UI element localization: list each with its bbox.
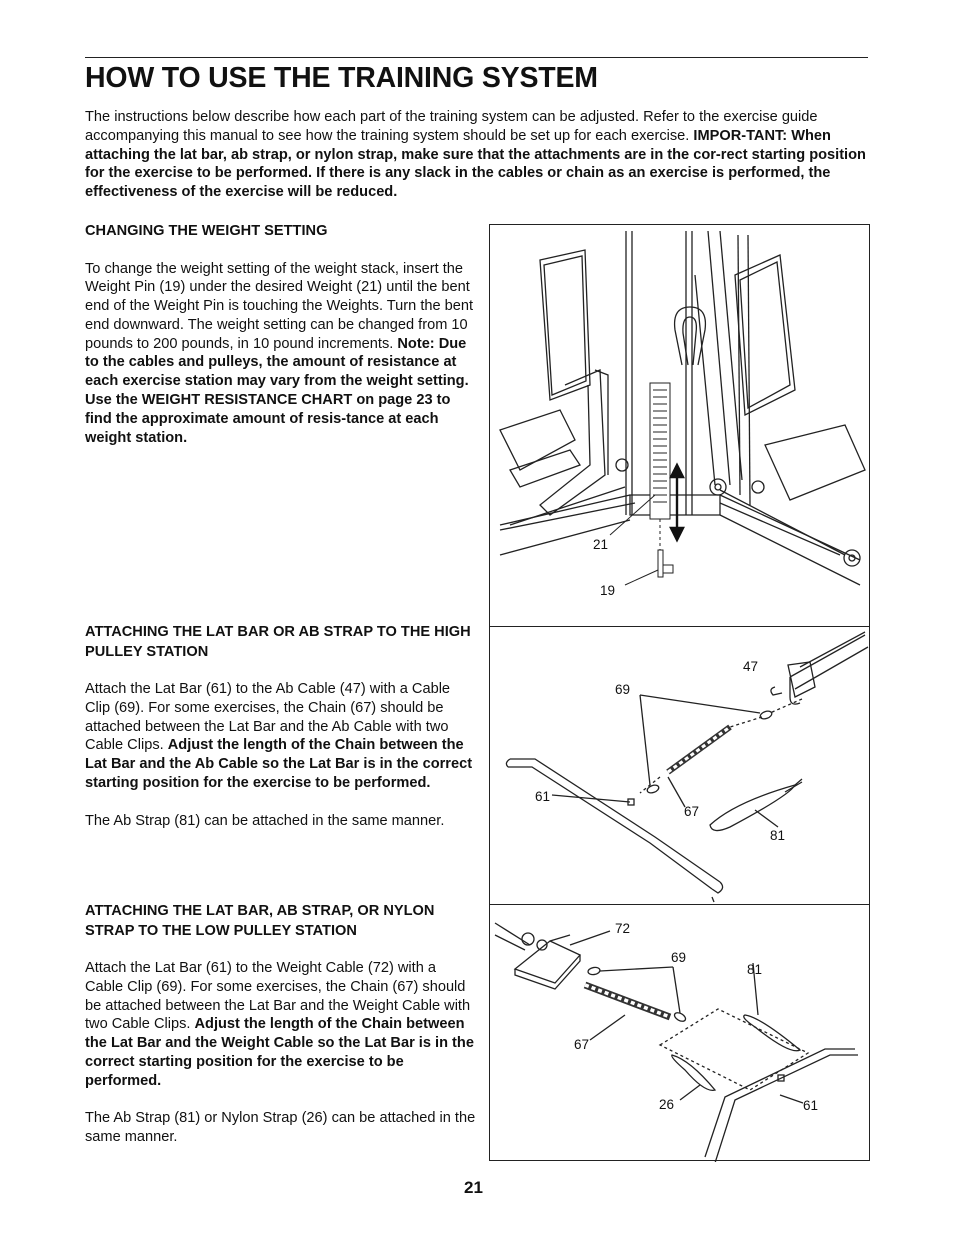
section-note: The Ab Strap (81) can be attached in the same manner. — [85, 812, 445, 829]
body-text: To change the weight setting of the weight stack, insert the Weight Pin (19) under the desired Weight (21) until the bent end of the Weight Pin is touching the Weights. Turn the bent end downward. The weight setting can be changed from 10 pounds to 200 pounds, in 10 pound increments. — [85, 260, 474, 352]
callout-67: 67 — [684, 804, 700, 819]
figure-weight-stack — [489, 224, 870, 627]
intro-important: IMPOR-TANT: When attaching the lat bar, ab strap, or nylon strap, make sure that the attachments are in the cor-rect starting position for the exercise to be performed. If there is any slack in the cables or chain as an exercise is performed, the effectiveness of the exercise will be reduced. — [85, 127, 866, 201]
section-high-pulley — [85, 623, 477, 830]
page-number: 21 — [464, 1178, 483, 1197]
callout-21: 21 — [593, 537, 609, 552]
top-rule — [85, 57, 868, 58]
callout-61: 61 — [803, 1098, 819, 1113]
section-body — [85, 959, 477, 1091]
weight-stack-illustration — [490, 225, 871, 628]
callout-69: 69 — [671, 950, 687, 965]
section-heading: CHANGING THE WEIGHT SETTING — [85, 223, 328, 239]
callout-72: 72 — [615, 921, 631, 936]
section-body — [85, 260, 477, 448]
callout-47: 47 — [743, 659, 759, 674]
callout-67: 67 — [574, 1037, 590, 1052]
figure-high-pulley — [489, 626, 870, 905]
section-low-pulley — [85, 902, 477, 1147]
section-body — [85, 680, 477, 793]
low-pulley-illustration — [490, 905, 871, 1162]
callout-81: 81 — [770, 828, 786, 843]
section-weight-setting — [85, 222, 477, 447]
section-heading: ATTACHING THE LAT BAR, AB STRAP, OR NYLON STRAP TO THE LOW PULLEY STATION — [85, 903, 435, 939]
page-title: HOW TO USE THE TRAINING SYSTEM — [85, 62, 598, 94]
body-text: Attach the Lat Bar (61) to the Weight Cable (72) with a Cable Clip (69). For some exercises, the Chain (67) should be attached between the Lat Bar and the Weight Cable with two Cable Clips. — [85, 960, 471, 1033]
intro-text: The instructions below describe how each part of the training system can be adjusted. Refer to the exercise guide accompanying this manual to see how the training system should be set up for each exercise. — [85, 109, 818, 144]
intro-paragraph — [85, 108, 870, 202]
high-pulley-illustration — [490, 627, 871, 906]
callout-69: 69 — [615, 682, 631, 697]
body-instruction: Adjust the length of the Chain between the Lat Bar and the Weight Cable so the Lat Bar is in the correct starting position for the exercise to be performed. — [85, 1016, 474, 1089]
body-note: Note: Due to the cables and pulleys, the amount of resistance at each exercise station may vary from the weight setting. Use the WEIGHT RESISTANCE CHART on page 23 to find the approximate amount of resis-tance at each weight station. — [85, 335, 469, 446]
section-heading: ATTACHING THE LAT BAR OR AB STRAP TO THE HIGH PULLEY STATION — [85, 624, 471, 660]
callout-61: 61 — [535, 789, 551, 804]
figure-low-pulley — [489, 904, 870, 1161]
callout-81: 81 — [747, 962, 763, 977]
body-instruction: Adjust the length of the Chain between the Lat Bar and the Ab Cable so the Lat Bar is in the correct starting position for the exercise to be performed. — [85, 737, 473, 791]
callout-26: 26 — [659, 1097, 675, 1112]
body-text: Attach the Lat Bar (61) to the Ab Cable (47) with a Cable Clip (69). For some exercises, the Chain (67) should be attached between the Lat Bar and the Ab Cable with two Cable Clips. — [85, 681, 451, 754]
section-note: The Ab Strap (81) or Nylon Strap (26) can be attached in the same manner. — [85, 1110, 476, 1146]
callout-19: 19 — [600, 583, 616, 598]
